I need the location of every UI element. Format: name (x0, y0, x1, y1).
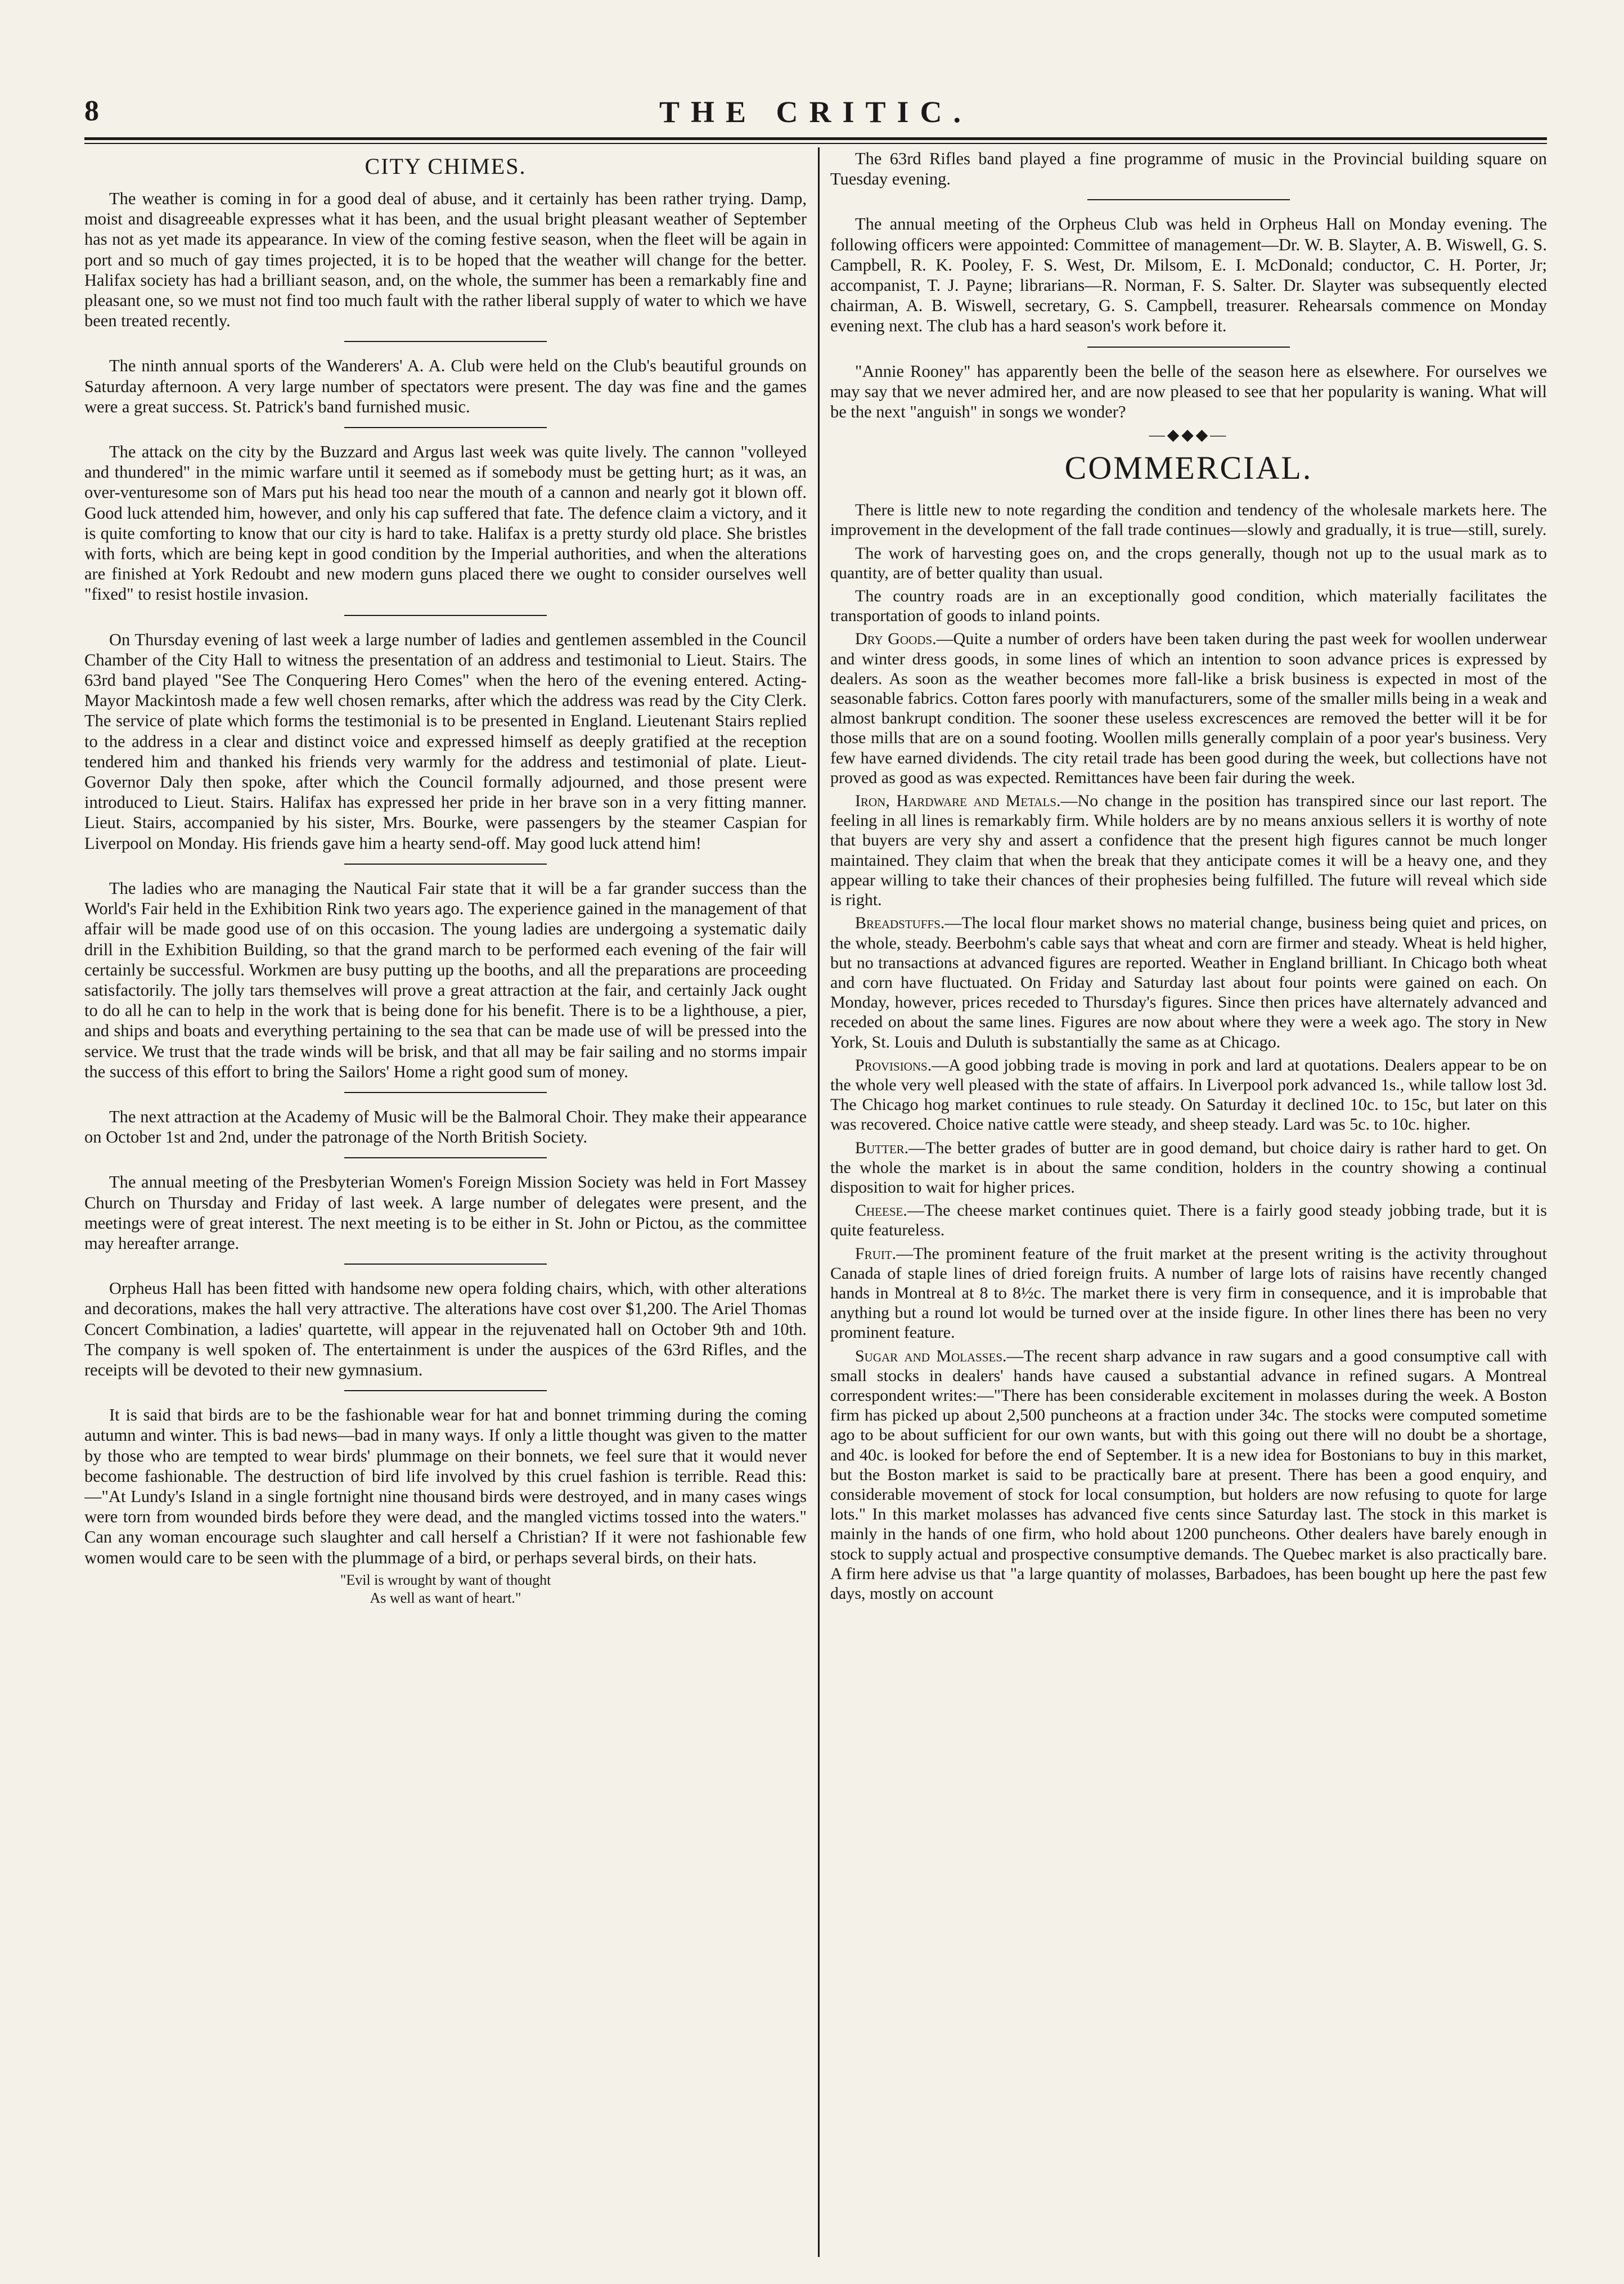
market-label: Provisions. (855, 1055, 932, 1074)
article-orpheus-club: The annual meeting of the Orpheus Club was held in Orpheus Hall on Monday evening. The following officers were appointed: Committee of management—Dr. W. B. Slayter, A. B. Wiswell, G. S. Campbell, R. K. Pooley, F. S. West, Dr. Milsom, E. I. McDonald; conductor, C. H. Porter, Jr; accompanist, T. J. Payne; librarians—R. Norman, F. S. Salter. Dr. Slayter was subsequently elected chairman, A. B. Wiswell, secretary, G. S. Campbell, treasurer. Rehearsals commence on Monday evening next. The club has a hard season's work before it. (830, 214, 1547, 336)
right-column (830, 149, 1547, 2281)
market-text: —The better grades of butter are in good demand, but choice dairy is rather hard to get. On the whole the market is in about the same condition, holders in the country showing a continual disposition to wait for higher prices. (830, 1138, 1547, 1197)
market-sugar-molasses (830, 1346, 1547, 1604)
market-text: —Quite a number of orders have been taken during the past week for woollen underwear and winter dress goods, in some lines of which an intention to soon advance prices is expressed by dealers. As soon as the weather becomes more fall-like a brisk business is expected in most of the seasonable fabrics. Cotton fares poorly with manufacturers, some of the smaller mills being in a weak and almost bankrupt condition. The sooner these useless excrescences are removed the better will it be for those mills that are on a sound footing. Woollen mills generally complain of a poor year's business. Very few have earned dividends. The city retail trade has been good during the week, but collections have not proved as good as was expected. Remittances have been fair during the week. (830, 630, 1547, 787)
left-column (84, 149, 807, 2281)
article-separator (1087, 199, 1290, 200)
market-cheese (830, 1201, 1547, 1240)
market-text: —The cheese market continues quiet. There is a fairly good steady jobbing trade, but it is quite featureless. (830, 1201, 1547, 1240)
article-mimic-attack: The attack on the city by the Buzzard and Argus last week was quite lively. The cannon "volleyed and thundered" in the mimic warfare until it seemed as if somebody must be getting hurt; as it was, an over-venturesome son of Mars put his head too near the mouth of a cannon and nearly got it blown off. Good luck attended him, however, and only his cap suffered that fate. The defence claim a victory, and it is quite comforting to know that our city is hard to take. Halifax is a pretty sturdy old place. She bristles with forts, which are being kept in good condition by the Imperial authorities, and when the alterations are finished at York Redoubt and new modern guns placed there we ought to consider ourselves well "fixed" to resist hostile invasion. (84, 442, 807, 604)
article-nautical-fair: The ladies who are managing the Nautical Fair state that it will be a far grander success than the World's Fair held in the Exhibition Rink two years ago. The experience gained in the management of that affair will be made good use of on this occasion. The young ladies are undergoing a systematic daily drill in the Exhibition Building, so that the grand march to be performed each evening of the fair will certainly be successful. Workmen are busy putting up the booths, and all the preparations are proceeding satisfactorily. The jolly tars themselves will prove a great attraction at the fair, and certainly Jack ought to do all he can to help in the work that is being done for his benefit. There is to be a lighthouse, a pier, and ships and boats and everything pertaining to the sea that can be made use of will be pressed into the service. We trust that the trade winds will be brisk, and that all may be fair sailing and no storms impair the success of this effort to bring the Sailors' Home a right good sum of money. (84, 878, 807, 1081)
article-63rd-band: The 63rd Rifles band played a fine programme of music in the Provincial building square on Tuesday evening. (830, 149, 1547, 189)
article-weather: The weather is coming in for a good deal of abuse, and it certainly has been rather trying. Damp, moist and disagreeable expresses what it has been, and the usual bright pleasant weather of September has not as yet made its appearance. In view of the coming festive season, when the fleet will be again in port and so much of gay times projected, it is to be hoped that the weather will change for the better. Halifax society has had a brilliant season, and, on the whole, the summer has been a remarkably fine and pleasant one, so we must not find too much fault with the rather liberal supply of water to which we have been treated recently. (84, 189, 807, 331)
market-label: Iron, Hardware and Metals. (855, 792, 1061, 811)
article-orpheus-hall: Orpheus Hall has been fitted with handsome new opera folding chairs, which, with other alterations and decorations, makes the hall very attractive. The alterations have cost over $1,200. The Ariel Thomas Concert Combination, a ladies' quartette, will appear in the rejuvenated hall on October 9th and 10th. The company is well spoken of. The entertainment is under the auspices of the 63rd Rifles, and the receipts will be devoted to their new gymnasium. (84, 1279, 807, 1379)
header-rule (84, 137, 1547, 140)
article-separator (344, 427, 547, 428)
article-separator (344, 1264, 547, 1265)
market-text: —The local flour market shows no material change, business being quiet and prices, on the whole, steady. Beerbohm's cable says that wheat and corn are firmer and steady. Wheat is held higher, but no transactions at advanced figures are reported. Weather in England brilliant. In Chicago both wheat and corn have fluctuated. On Friday and Saturday last about four points were gained on each. On Monday, however, prices receded to Thursday's figures. Since then prices have alternately advanced and receded on about the same lines. Figures are now about where they were a week ago. The story in New York, St. Louis and Duluth is substantially the same as at Chicago. (830, 914, 1547, 1051)
running-head (84, 95, 1547, 134)
ornamental-divider: —◆◆◆— (1149, 426, 1229, 444)
article-separator (344, 341, 547, 342)
market-text: —The recent sharp advance in raw sugars and a good consumptive call with small stocks in dealers' hands have caused a substantial advance in refined sugars. A Montreal correspondent writes:—"There has been considerable excitement in molasses during the week. A Boston firm has picked up about 2,500 puncheons at a fraction under 34c. The stocks were computed sometime ago to be about sufficient for our own wants, but with this going out there will no doubt be a shortage, and 40c. is looked for before the end of September. It is a new idea for Bostonians to buy in this market, but the Boston market is said to be practically bare at present. There has been a good enquiry, and considerable movement of stock for local consumption, but holders are now refusing to quote for large lots." In this market molasses has advanced five cents since Saturday last. The stock in this market is mainly in the hands of one firm, who hold about 1200 puncheons. Other dealers have barely enough in stock to supply actual and prospective consumptive demands. The Quebec market is also practically bare. A firm here advise us that "a large quantity of molasses, Barbadoes, has been bought up here the past few days, mostly on account (830, 1346, 1547, 1603)
commercial-intro: The work of harvesting goes on, and the crops generally, though not up to the usual mark as to quantity, are of better quality than usual. (830, 543, 1547, 582)
masthead-title: THE CRITIC. (659, 95, 973, 129)
article-separator (344, 1390, 547, 1391)
market-butter (830, 1138, 1547, 1198)
article-bird-fashion: It is said that birds are to be the fashionable wear for hat and bonnet trimming during the coming autumn and winter. This is bad news—bad in many ways. If only a little thought was given to the matter by those who are tempted to wear birds' plummage on their bonnets, we feel sure that it would never become fashionable. The destruction of bird life involved by this cruel fashion is terrible. Read this:—"At Lundy's Island in a single fortnight nine thousand birds were destroyed, and in many cases wings were torn from wounded birds before they were dead, and the mangled victims tossed into the waters." Can any woman encourage such slaughter and call herself a Christian? If it were not fashionable few women would care to be seen with the plummage of a bird, or perhaps several birds, on their hats. (84, 1405, 807, 1567)
market-text: —A good jobbing trade is moving in pork and lard at quotations. Dealers appear to be on the whole very well pleased with the state of affairs. In Liverpool pork advanced 1s., while tallow lost 3d. The Chicago hog market continues to rule steady. On Saturday it declined 10c. to 15c, but later on this was recovered. Choice native cattle were steady, and sheep steady. Lard was 5c. to 10c. higher. (830, 1055, 1547, 1134)
commercial-intro: The country roads are in an exceptionally good condition, which materially facilitates the transportation of goods to inland points. (830, 587, 1547, 626)
column-divider (818, 147, 820, 2257)
article-wanderers-sports: The ninth annual sports of the Wanderers' A. A. Club were held on the Club's beautiful grounds on Saturday afternoon. A very large number of spectators were present. The day was fine and the games were a great success. St. Patrick's band furnished music. (84, 356, 807, 416)
commercial-heading: COMMERCIAL. (1064, 449, 1313, 487)
quote-line: As well as want of heart." (370, 1589, 521, 1606)
article-annie-rooney: "Annie Rooney" has apparently been the belle of the season here as elsewhere. For ourselves we may say that we never admired her, and are now pleased to see that her popularity is waning. What will be the next "anguish" in songs we wonder? (830, 361, 1547, 422)
article-separator (344, 1092, 547, 1093)
market-dry-goods (830, 629, 1547, 788)
market-text: —No change in the position has transpired since our last report. The feeling in all lines is remarkably firm. While holders are by no means anxious sellers it is worthy of note that buyers are very shy and assert a confidence that the present high figures cannot be much longer maintained. They claim that when the break that they anticipate comes it will be a heavy one, and they appear willing to take their chances of their prophesies being fulfilled. The future will reveal which side is right. (830, 792, 1547, 910)
article-separator (344, 615, 547, 616)
market-label: Dry Goods. (855, 630, 937, 649)
article-balmoral-choir: The next attraction at the Academy of Music will be the Balmoral Choir. They make their appearance on October 1st and 2nd, under the patronage of the North British Society. (84, 1107, 807, 1147)
market-label: Breadstuffs. (855, 914, 945, 933)
article-mission-society: The annual meeting of the Presbyterian Women's Foreign Mission Society was held in Fort Massey Church on Thursday and Friday of last week. A large number of delegates were present, and the meetings were of great interest. The next meeting is to be either in St. John or Pictou, as the committee may hereafter arrange. (84, 1172, 807, 1253)
market-label: Cheese. (855, 1201, 907, 1220)
article-separator (344, 1157, 547, 1158)
city-chimes-heading: CITY CHIMES. (365, 154, 527, 179)
header-rule-thin (84, 143, 1547, 144)
market-provisions (830, 1055, 1547, 1135)
article-separator (1087, 347, 1290, 348)
market-fruit (830, 1244, 1547, 1343)
quote-line: "Evil is wrought by want of thought (340, 1571, 551, 1588)
article-lieut-stairs: On Thursday evening of last week a large number of ladies and gentlemen assembled in the Council Chamber of the City Hall to witness the presentation of an address and testimonial to Lieut. Stairs. The 63rd band played "See The Conquering Hero Comes" when the hero of the evening entered. Acting-Mayor Mackintosh made a few well chosen remarks, after which the address was read by the City Clerk. The service of plate which forms the testimonial is to be presented in England. Lieutenant Stairs replied to the address in a clear and distinct voice and expressed himself as deeply gratified at the reception tendered him and thanked his friends very warmly for the address and testimonial of plate. Lieut-Governor Daly then spoke, after which the Council formally adjourned, and those present were introduced to Lieut. Stairs. Halifax has expressed her pride in her brave son in a very fitting manner. Lieut. Stairs, accompanied by his sister, Mrs. Bourke, were passengers by the steamer Caspian for Liverpool on Monday. His friends gave him a hearty send-off. May good luck attend him! (84, 630, 807, 853)
market-iron-hardware (830, 791, 1547, 910)
market-breadstuffs (830, 913, 1547, 1051)
closing-quote (84, 1571, 807, 1607)
commercial-intro: There is little new to note regarding the condition and tendency of the wholesale markets here. The improvement in the development of the fall trade continues—slowly and gradually, it is true—still, surely. (830, 501, 1547, 539)
page-number: 8 (84, 95, 99, 127)
market-label: Fruit. (855, 1244, 897, 1263)
market-text: —The prominent feature of the fruit market at the present writing is the activity throughout Canada of staple lines of dried foreign fruits. A number of large lots of raisins have recently changed hands in Montreal at 8 to 8½c. The market there is very firm in consequence, and it is improbable that anything but a round lot would be turned over at the inside figure. In other lines there has been no very prominent feature. (830, 1244, 1547, 1342)
market-label: Sugar and Molasses. (855, 1346, 1007, 1365)
market-label: Butter. (855, 1138, 909, 1157)
article-separator (344, 864, 547, 865)
